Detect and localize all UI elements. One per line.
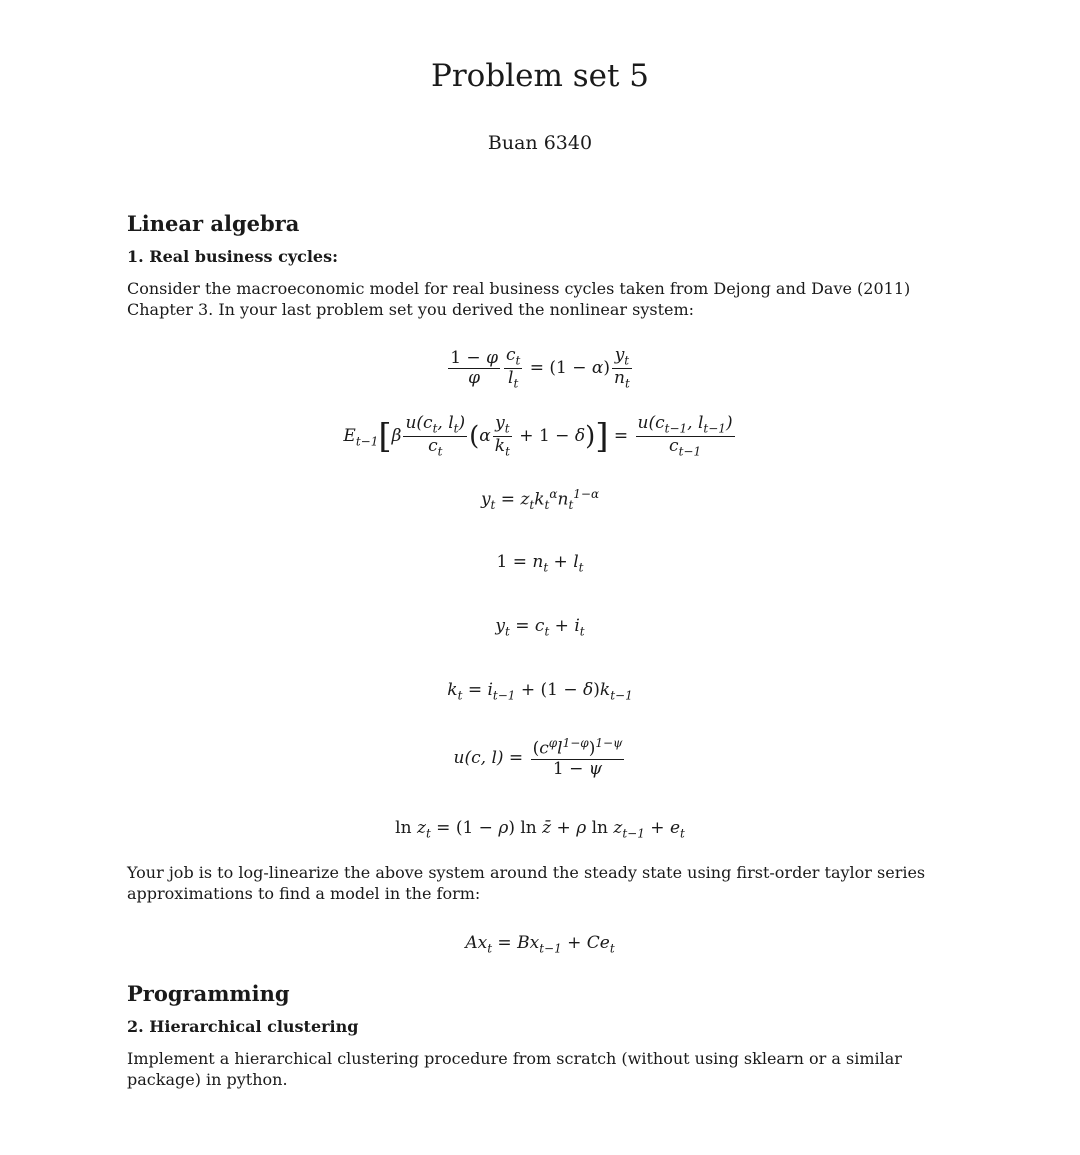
equation-time-constraint: $1 = n_t + l_t$ [496,552,584,575]
equation-labor-supply: $\frac{1 - \varphi}{\varphi}$ $\frac{c_t}{l_t}$ = (1 − α) $\frac{y_t}{n_t}$ [450,345,630,391]
equation-technology-process: $\ln z_t = (1 - \rho)$ ln z̄ + ρ $\ln z_{t-1} + e_t$ [395,818,685,841]
document-author: Buan 6340 [487,132,593,154]
document-title: Problem set 5 [431,58,649,94]
problem-1-intro: Consider the macroeconomic model for real business cycles taken from Dejong and Dave (2011) Chapter 3. In your last problem set you derived the nonlinear system: [127,279,911,319]
problem-1-task: Your job is to log-linearize the above system around the steady state using first-order taylor series approximations to find a model in the form: [127,863,926,903]
equation-production: $y_t = z_tk_t^\alpha n_t^{1-\alpha}$ [480,487,600,513]
equation-capital-accumulation: $k_t = i_{t-1} + (1 - \delta)k_{t-1}$ [447,680,633,703]
section-heading-linear-algebra: Linear algebra [127,211,300,236]
equation-utility: u(c, l) = $\frac{(c^\varphi l^{1-\varphi})^{1-\psi}}{1 - \psi}$ [453,736,623,780]
section-heading-programming: Programming [127,981,290,1006]
problem-2-heading: 2. Hierarchical clustering [127,1017,359,1036]
equation-euler: $E_{t-1}[\beta$ $\frac{u(c_t, l_t)}{c_t}$ (α $\frac{y_t}{k_t}$ + 1 − δ)] = $\frac{u(c_{t-1}, l_{t-1})}{c_{t-1}}$ [343,413,733,459]
problem-2-text: Implement a hierarchical clustering procedure from scratch (without using sklearn or a similar package) in python. [127,1049,902,1089]
problem-1-heading: 1. Real business cycles: [127,247,339,266]
equation-state-space-model: $Ax_t = Bx_{t-1} + Ce_t$ [465,933,615,956]
equation-resource-constraint: $y_t = c_t + i_t$ [495,616,585,639]
